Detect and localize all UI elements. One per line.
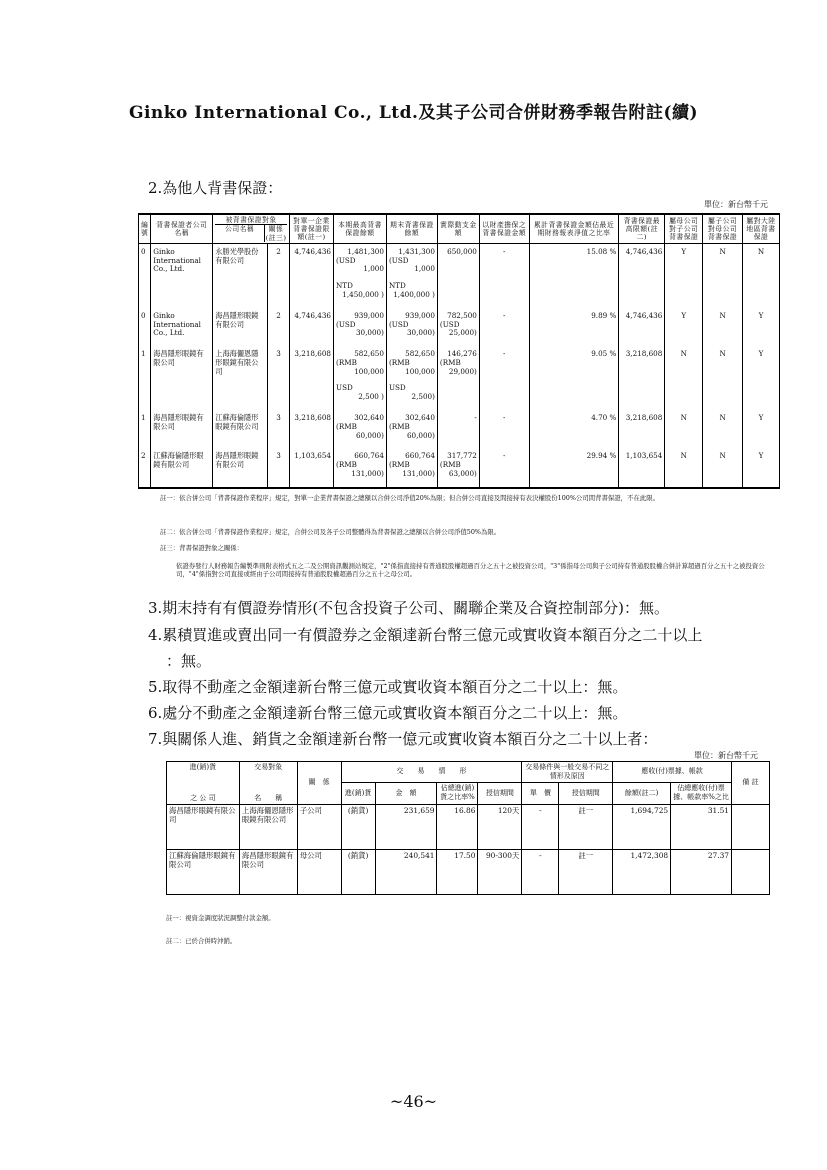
header-counterparty <box>239 762 297 805</box>
header-guarantor: 背書保證者公司名稱 <box>151 214 213 243</box>
cell-term: 120天 <box>478 804 522 849</box>
section-4-cont: ：無。 <box>166 652 212 670</box>
cell-max-balance <box>334 308 387 346</box>
cell-guarantor: 海昌隱形眼鏡有限公司 <box>151 346 213 410</box>
section-2-note-2: 註二：依合併公司「背書保證作業程序」規定，合併公司及各子公司整體得為背書保證之總額以合併公司淨值50%為限。 <box>160 528 501 536</box>
cell-limit: 4,746,436 <box>290 243 334 307</box>
section-2-note-1: 註一：依合併公司「背書保證作業程序」規定，對單一企業背書保證之總額以合併公司淨值20%為限；但合併公司直接及間接持有表決權股份100%公司間背書保證，不在此限。 <box>160 494 659 502</box>
cell-china: Y <box>743 346 780 410</box>
cell-parent-to-sub: Y <box>665 243 703 307</box>
cell-max-balance <box>334 243 387 307</box>
cell-end-balance <box>386 448 437 487</box>
page-number: ~46~ <box>389 1092 438 1111</box>
cell-actual <box>437 448 479 487</box>
cell-actual-line: 63,000) <box>448 468 477 478</box>
cell-sub-to-parent: N <box>703 243 743 307</box>
cell-collateral: - <box>479 410 529 448</box>
cell-pct: 16.86 <box>437 804 478 849</box>
cell-max-balance-line: 1,481,300 <box>347 246 384 256</box>
table-header-row <box>139 214 780 243</box>
header-relation: 關係(註三) <box>265 225 287 242</box>
cell-relation: 3 <box>268 410 290 448</box>
cell-type: (銷貨) <box>341 849 375 894</box>
header-company-bottom: 之 公 司 <box>190 793 216 802</box>
cell-max-balance-line: (USD <box>336 319 356 329</box>
cell-end-balance-line: 1,400,000 ) <box>393 289 435 299</box>
cell-end-balance-line: NTD <box>388 281 406 291</box>
section-7-heading: 7.與關係人進、銷貨之金額達新台幣一億元或實收資本額百分之二十以上者： <box>148 730 658 748</box>
cell-no: 1 <box>139 410 151 448</box>
cell-end-balance-line: (RMB <box>388 460 410 470</box>
header-party-name: 公司名稱 <box>225 225 255 234</box>
cell-max-balance-line: 660,764 <box>354 451 384 461</box>
cell-max-limit: 4,746,436 <box>619 243 665 307</box>
cell-max-balance-line: (USD <box>336 255 356 265</box>
cell-counterparty: 海昌隱形眼鏡有限公司 <box>239 849 297 894</box>
header-counterparty-top: 交易對象 <box>254 763 283 771</box>
cell-end-balance-line: (USD <box>388 255 409 265</box>
cell-end-balance-line: 131,000) <box>402 468 435 478</box>
cell-pct: 17.50 <box>437 849 478 894</box>
cell-parent-to-sub: N <box>665 410 703 448</box>
section-2-heading: 2.為他人背書保證： <box>148 179 283 197</box>
header-receivable: 應收(付)票據、帳款 <box>613 762 732 783</box>
cell-max-balance <box>334 448 387 487</box>
cell-collateral: - <box>479 346 529 410</box>
cell-end-balance <box>386 308 437 346</box>
cell-max-balance-line: 582,650 <box>354 349 384 359</box>
header-party <box>213 214 290 243</box>
header-abnormal: 交易條件與一般交易不同之情形及原因 <box>522 762 613 783</box>
cell-party: 上海海儷恩隱形眼鏡有限公司 <box>213 346 268 410</box>
section-6: 6.處分不動產之金額達新台幣三億元或實收資本額百分之二十以上：無。 <box>148 704 628 722</box>
header-balance: 餘額(註二) <box>613 782 671 804</box>
header-collateral: 以財產擔保之背書保證金額 <box>479 214 529 243</box>
cell-china: N <box>743 243 780 307</box>
section-3: 3.期末持有有價證券情形(不包含投資子公司、關聯企業及合資控制部分)：無。 <box>148 599 670 617</box>
header-limit: 對單一企業背書保證限額(註一) <box>290 214 334 243</box>
cell-actual-line: 29,000) <box>448 366 477 376</box>
cell-actual-line: 317,772 <box>447 451 477 461</box>
cell-max-balance-line: 1,000 <box>363 264 384 274</box>
header-counterparty-bottom: 名 稱 <box>254 793 283 802</box>
cell-end-balance-line: 660,764 <box>405 451 435 461</box>
cell-amount: 240,541 <box>375 849 437 894</box>
cell-guarantor: Ginko International Co., Ltd. <box>151 243 213 307</box>
table-row <box>139 243 780 307</box>
cell-china: Y <box>743 308 780 346</box>
cell-balance: 1,694,725 <box>613 804 671 849</box>
cell-abn-term: 註一 <box>559 849 613 894</box>
cell-party: 海昌隱形眼鏡有限公司 <box>213 448 268 487</box>
cell-balance: 1,472,308 <box>613 849 671 894</box>
cell-max-balance-line: 1,450,000 ) <box>342 289 384 299</box>
cell-rec-pct: 27.37 <box>671 849 732 894</box>
cell-end-balance <box>386 243 437 307</box>
cell-term: 90-300天 <box>478 849 522 894</box>
cell-end-balance-line: 1,431,300 <box>398 246 435 256</box>
cell-max-balance-line: 60,000) <box>355 430 384 440</box>
cell-end-balance-line: 60,000) <box>406 430 435 440</box>
cell-rec-pct: 31.51 <box>671 804 732 849</box>
cell-guarantor: 江蘇海倫隱形眼鏡有限公司 <box>151 448 213 487</box>
cell-end-balance-line: (RMB <box>388 421 410 431</box>
cell-ratio: 29.94 % <box>529 448 619 487</box>
cell-no: 2 <box>139 448 151 487</box>
cell-type: (銷貨) <box>341 804 375 849</box>
section-2-note-4: 依證券發行人財務報告編製準則附表格式五之二及公開資訊觀測站規定，"2"係指直接持有普通股股權超過百分之五十之被投資公司，"3"係指母公司與子公司持有普通股股權合併計算超過百分之五十之被投資公司，"4"係指對公司直接或經由子公司間接持有普通股股權超過百分之五十之母公司。 <box>176 562 765 578</box>
cell-party: 海昌隱形眼鏡有限公司 <box>213 308 268 346</box>
cell-max-limit: 1,103,654 <box>619 448 665 487</box>
cell-actual-line: (RMB <box>439 460 461 470</box>
cell-max-balance-line: (RMB <box>336 460 357 470</box>
cell-max-balance <box>334 410 387 448</box>
cell-actual <box>437 243 479 307</box>
cell-china: Y <box>743 448 780 487</box>
cell-max-balance <box>334 346 387 410</box>
header-no: 編 號 <box>139 214 151 243</box>
cell-no: 0 <box>139 243 151 307</box>
cell-parent-to-sub: N <box>665 448 703 487</box>
cell-guarantor: 海昌隱形眼鏡有限公司 <box>151 410 213 448</box>
cell-company: 海昌隱形眼鏡有限公司 <box>167 804 240 849</box>
cell-max-balance-line: (RMB <box>336 357 357 367</box>
table-row <box>139 410 780 448</box>
header-buysell: 進(銷)貨 <box>341 782 375 804</box>
cell-max-balance-line: USD <box>336 383 353 393</box>
header-company-top: 進(銷)貨 <box>189 763 217 771</box>
cell-limit: 3,218,608 <box>290 410 334 448</box>
cell-max-balance-line: 131,000) <box>351 468 384 478</box>
cell-end-balance-line: 582,650 <box>405 349 435 359</box>
section-4: 4.累積買進或賣出同一有價證券之金額達新台幣三億元或實收資本額百分之二十以上 <box>148 626 703 644</box>
header-term: 授信期間 <box>478 782 522 804</box>
cell-end-balance-line: (RMB <box>388 357 410 367</box>
table-row <box>139 308 780 346</box>
cell-limit: 1,103,654 <box>290 448 334 487</box>
cell-ratio: 15.08 % <box>529 243 619 307</box>
cell-max-balance-line: 2,500 ) <box>358 392 384 402</box>
cell-actual-line: 25,000) <box>448 328 477 338</box>
cell-parent-to-sub: N <box>665 346 703 410</box>
header-remark: 備 註 <box>732 762 770 805</box>
cell-abn-term: 註一 <box>559 804 613 849</box>
header-parent-to-sub: 屬母公司對子公司背書保證 <box>665 214 703 243</box>
cell-sub-to-parent: N <box>703 410 743 448</box>
table-row <box>139 448 780 487</box>
header-amount: 金 額 <box>375 782 437 804</box>
section-7-unit: 單位：新台幣千元 <box>694 751 758 760</box>
cell-price: - <box>522 804 559 849</box>
cell-relation: 母公司 <box>297 849 341 894</box>
header-china: 屬對大陸地區背書保證 <box>743 214 780 243</box>
cell-actual <box>437 346 479 410</box>
cell-collateral: - <box>479 448 529 487</box>
cell-amount: 231,659 <box>375 804 437 849</box>
cell-max-balance-line: NTD <box>336 281 353 291</box>
cell-end-balance-line: 1,000 <box>414 264 435 274</box>
cell-sub-to-parent: N <box>703 346 743 410</box>
header-end-balance: 期末背書保證餘額 <box>386 214 437 243</box>
cell-end-balance-line: 30,000) <box>406 328 435 338</box>
cell-actual-line: - <box>474 413 477 422</box>
cell-max-balance-line: 302,640 <box>354 413 384 422</box>
section-7-note-1: 註一：視資金調度狀況調整付款金額。 <box>166 914 275 922</box>
cell-end-balance-line: 302,640 <box>405 413 435 422</box>
section-7-note-2: 註二：已於合併時沖銷。 <box>166 937 237 945</box>
cell-actual-line: 146,276 <box>447 349 477 359</box>
header-actual: 實際動支金額 <box>437 214 479 243</box>
cell-china: Y <box>743 410 780 448</box>
cell-max-balance-line: 100,000 <box>354 366 384 376</box>
cell-relation: 3 <box>268 346 290 410</box>
cell-ratio: 9.05 % <box>529 346 619 410</box>
cell-collateral: - <box>479 243 529 307</box>
cell-max-limit: 3,218,608 <box>619 346 665 410</box>
cell-relation: 3 <box>268 448 290 487</box>
header-max-limit: 背書保證最高限額(註二) <box>619 214 665 243</box>
cell-actual <box>437 308 479 346</box>
cell-sub-to-parent: N <box>703 308 743 346</box>
cell-actual <box>437 410 479 448</box>
cell-max-balance-line: (RMB <box>336 421 357 431</box>
header-max-balance: 本期最高背書保證餘額 <box>334 214 387 243</box>
header-ratio: 累計背書保證金額佔最近期財務報表淨值之比率 <box>529 214 619 243</box>
table-row <box>139 346 780 410</box>
cell-limit: 3,218,608 <box>290 346 334 410</box>
cell-actual-line: 782,500 <box>447 310 477 320</box>
cell-sub-to-parent: N <box>703 448 743 487</box>
header-abn-term: 授信期間 <box>559 782 613 804</box>
endorsement-table <box>138 213 780 489</box>
cell-actual-line: (RMB <box>439 357 461 367</box>
cell-no: 0 <box>139 308 151 346</box>
section-2-unit: 單位：新台幣千元 <box>704 200 768 209</box>
cell-party: 江蘇海倫隱形眼鏡有限公司 <box>213 410 268 448</box>
cell-actual-line: (USD <box>439 319 460 329</box>
cell-max-limit: 3,218,608 <box>619 410 665 448</box>
header-trade: 交 易 情 形 <box>341 762 522 783</box>
cell-collateral: - <box>479 308 529 346</box>
header-relation: 關 係 <box>297 762 341 805</box>
cell-relation: 子公司 <box>297 804 341 849</box>
header-sub-to-parent: 屬子公司對母公司背書保證 <box>703 214 743 243</box>
cell-end-balance <box>386 346 437 410</box>
cell-end-balance-line: 2,500) <box>411 392 435 402</box>
cell-end-balance-line: 100,000 <box>405 366 435 376</box>
cell-max-balance-line: 30,000) <box>355 328 384 338</box>
cell-ratio: 9.89 % <box>529 308 619 346</box>
cell-end-balance-line: USD <box>388 383 406 393</box>
section-5: 5.取得不動產之金額達新台幣三億元或實收資本額百分之二十以上：無。 <box>148 678 628 696</box>
header-company <box>167 762 240 805</box>
cell-limit: 4,746,436 <box>290 308 334 346</box>
cell-remark <box>732 804 770 849</box>
section-2-note-3: 註三：背書保證對象之關係： <box>160 544 244 552</box>
header-rec-pct: 佔總應收(付)票據、帳款率%之比 <box>671 782 732 804</box>
cell-ratio: 4.70 % <box>529 410 619 448</box>
cell-company: 江蘇海倫隱形眼鏡有限公司 <box>167 849 240 894</box>
cell-remark <box>732 849 770 894</box>
cell-end-balance <box>386 410 437 448</box>
cell-price: - <box>522 849 559 894</box>
cell-end-balance-line: (USD <box>388 319 409 329</box>
related-party-table <box>166 761 770 895</box>
header-pct: 佔總進(銷)貨之比率% <box>437 782 478 804</box>
cell-relation: 2 <box>268 308 290 346</box>
table-row <box>167 849 770 894</box>
header-party-group: 被背書保證對象 <box>215 216 287 225</box>
header-price: 單 價 <box>522 782 559 804</box>
page-title: Ginko International Co., Ltd.及其子公司合併財務季報告附註(續) <box>128 103 699 123</box>
table-row <box>167 804 770 849</box>
cell-no: 1 <box>139 346 151 410</box>
cell-max-limit: 4,746,436 <box>619 308 665 346</box>
cell-max-balance-line: 939,000 <box>354 310 384 320</box>
cell-actual-line: 650,000 <box>447 246 477 256</box>
cell-counterparty: 上海海儷恩隱形眼鏡有限公司 <box>239 804 297 849</box>
cell-end-balance-line: 939,000 <box>405 310 435 320</box>
cell-relation: 2 <box>268 243 290 307</box>
cell-guarantor: Ginko International Co., Ltd. <box>151 308 213 346</box>
cell-party: 永勝光學股份有限公司 <box>213 243 268 307</box>
cell-parent-to-sub: Y <box>665 308 703 346</box>
